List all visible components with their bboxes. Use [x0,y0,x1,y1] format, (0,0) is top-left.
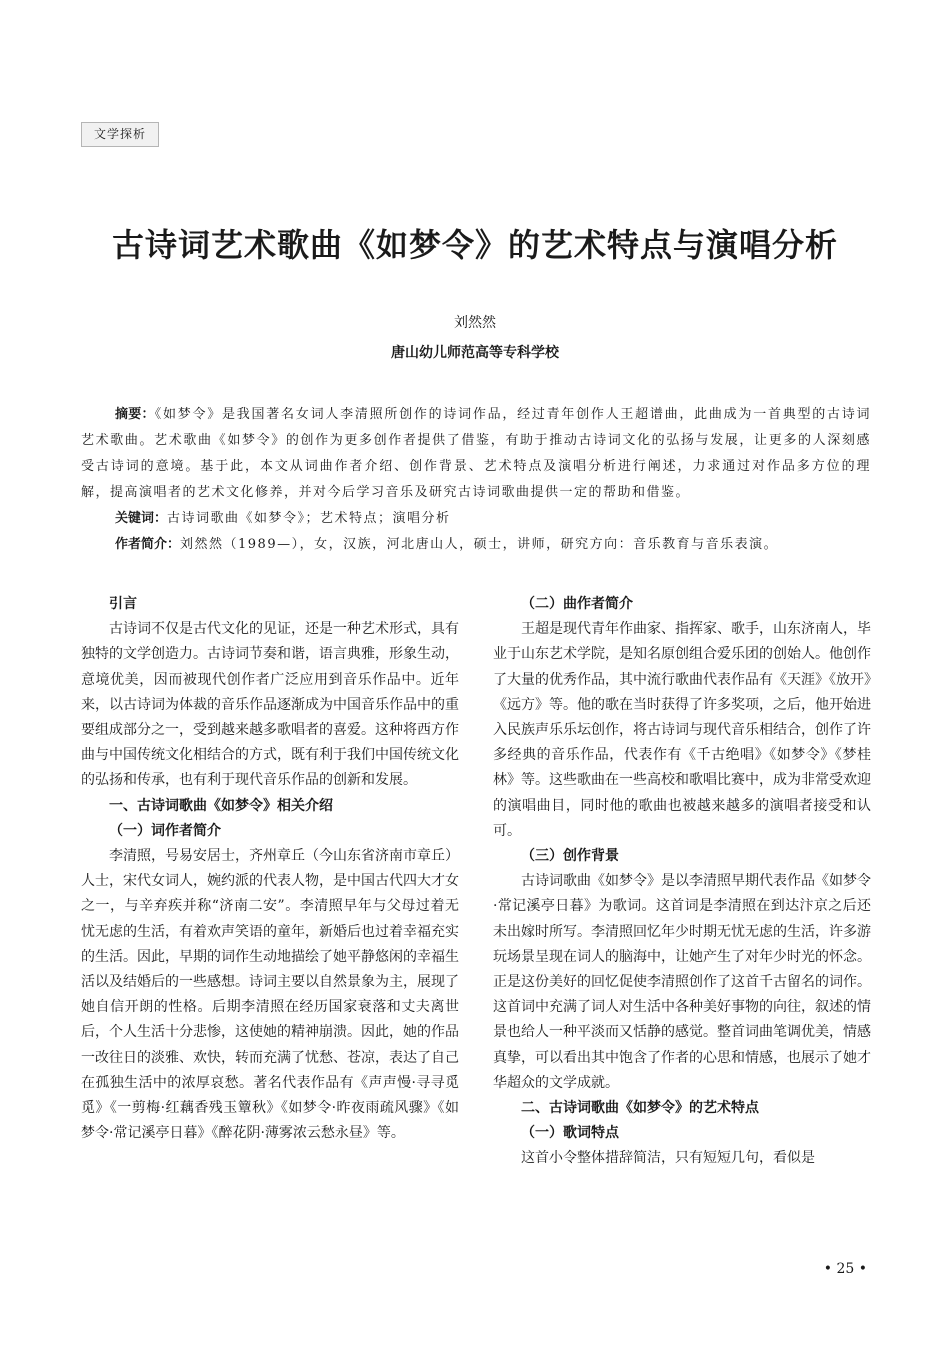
author-bio-text: 刘然然（1989—），女，汉族，河北唐山人，硕士，讲师，研究方向：音乐教育与音乐表演。 [180,537,779,552]
sub2-heading: （二）曲作者简介 [521,596,633,612]
intro-paragraph: 古诗词不仅是古代文化的见证，还是一种艺术形式，具有独特的文学创造力。古诗词节奏和谐，语言典雅，形象生动，意境优美，因而被现代创作者广泛应用到音乐作品中。近年来，以古诗词为体裁的音乐作品逐渐成为中国音乐作品中的重要组成部分之一，受到越来越多歌唱者的喜爱。这种将西方作曲与中国传统文化相结合的方式，既有利于我们中国传统文化的弘扬和传承，也有利于现代音乐作品的创新和发展。 [81,621,459,789]
author-bio-label: 作者简介： [115,537,181,552]
author-name: 刘然然 [454,315,496,331]
left-column [81,592,459,1146]
section-tag: 文学探析 [81,122,159,147]
abstract-label: 摘要： [115,407,155,422]
abstract [81,402,871,506]
keywords-text: 古诗词歌曲《如梦令》；艺术特点；演唱分析 [167,511,451,526]
section2-heading: 二、古诗词歌曲《如梦令》的艺术特点 [521,1100,759,1117]
article-meta [81,402,871,558]
keywords [81,506,871,532]
section1-heading: 一、古诗词歌曲《如梦令》相关介绍 [109,797,333,814]
right-column [493,592,871,1172]
sub4-paragraph: 这首小令整体措辞简洁，只有短短几句，看似是 [521,1150,815,1167]
abstract-text: 《如梦令》是我国著名女词人李清照所创作的诗词作品，经过青年创作人王超谱曲，此曲成为一首典型的古诗词艺术歌曲。艺术歌曲《如梦令》的创作为更多创作者提供了借鉴，有助于推动古诗词文化的弘扬与发展，让更多的人深刻感受古诗词的意境。基于此，本文从词曲作者介绍、创作背景、艺术特点及演唱分析进行阐述，力求通过对作品多方位的理解，提高演唱者的艺术文化修养，并对今后学习音乐及研究古诗词歌曲提供一定的帮助和借鉴。 [81,407,871,500]
author-affiliation: 唐山幼儿师范高等专科学校 [391,345,559,361]
intro-heading: 引言 [109,596,137,612]
sub4-heading: （一）歌词特点 [521,1125,619,1142]
article-title: 古诗词艺术歌曲《如梦令》的艺术特点与演唱分析 [111,226,838,264]
sub3-heading: （三）创作背景 [521,848,619,865]
author-bio [81,532,871,558]
keywords-label: 关键词： [115,511,168,526]
sub1-paragraph: 李清照，号易安居士，齐州章丘（今山东省济南市章丘）人士，宋代女词人，婉约派的代表人物，是中国古代四大才女之一，与辛弃疾并称“济南二安”。李清照早年与父母过着无忧无虑的生活，有着欢声笑语的童年，新婚后也过着幸福充实的生活。因此，早期的词作生动地描绘了她平静悠闲的幸福生活以及结婚后的一些感想。诗词主要以自然景象为主，展现了她自信开朗的性格。后期李清照在经历国家衰落和丈夫离世后，个人生活十分悲惨，这使她的精神崩溃。因此，她的作品一改往日的淡雅、欢快，转而充满了忧愁、苍凉，表达了自己在孤独生活中的浓厚哀愁。著名代表作品有《声声慢·寻寻觅觅》《一剪梅·红藕香残玉簟秋》《如梦令·昨夜雨疏风骤》《如梦令·常记溪亭日暮》《醉花阴·薄雾浓云愁永昼》等。 [81,848,459,1142]
sub1-heading: （一）词作者简介 [109,822,221,839]
sub2-paragraph: 王超是现代青年作曲家、指挥家、歌手，山东济南人，毕业于山东艺术学院，是知名原创组合爱乐团的创始人。他创作了大量的优秀作品，其中流行歌曲代表作品有《天涯》《放开》《远方》等。他的歌在当时获得了许多奖项，之后，他开始进入民族声乐乐坛创作，将古诗词与现代音乐相结合，创作了许多经典的音乐作品，代表作有《千古绝唱》《如梦令》《梦桂林》等。这些歌曲在一些高校和歌唱比赛中，成为非常受欢迎的演唱曲目，同时他的歌曲也被越来越多的演唱者接受和认可。 [493,621,871,839]
page-number: • 25 • [823,1261,867,1277]
sub3-paragraph: 古诗词歌曲《如梦令》是以李清照早期代表作品《如梦令·常记溪亭日暮》为歌词。这首词是李清照在到达汴京之后还未出嫁时所写。李清照回忆年少时期无忧无虑的生活，许多游玩场景呈现在词人的脑海中，让她产生了对年少时光的怀念。正是这份美好的回忆促使李清照创作了这首千古留名的词作。这首词中充满了词人对生活中各种美好事物的向往，叙述的情景也给人一种平淡而又恬静的感觉。整首词曲笔调优美，情感真挚，可以看出其中饱含了作者的心思和情感，也展示了她才华超众的文学成就。 [493,873,871,1091]
